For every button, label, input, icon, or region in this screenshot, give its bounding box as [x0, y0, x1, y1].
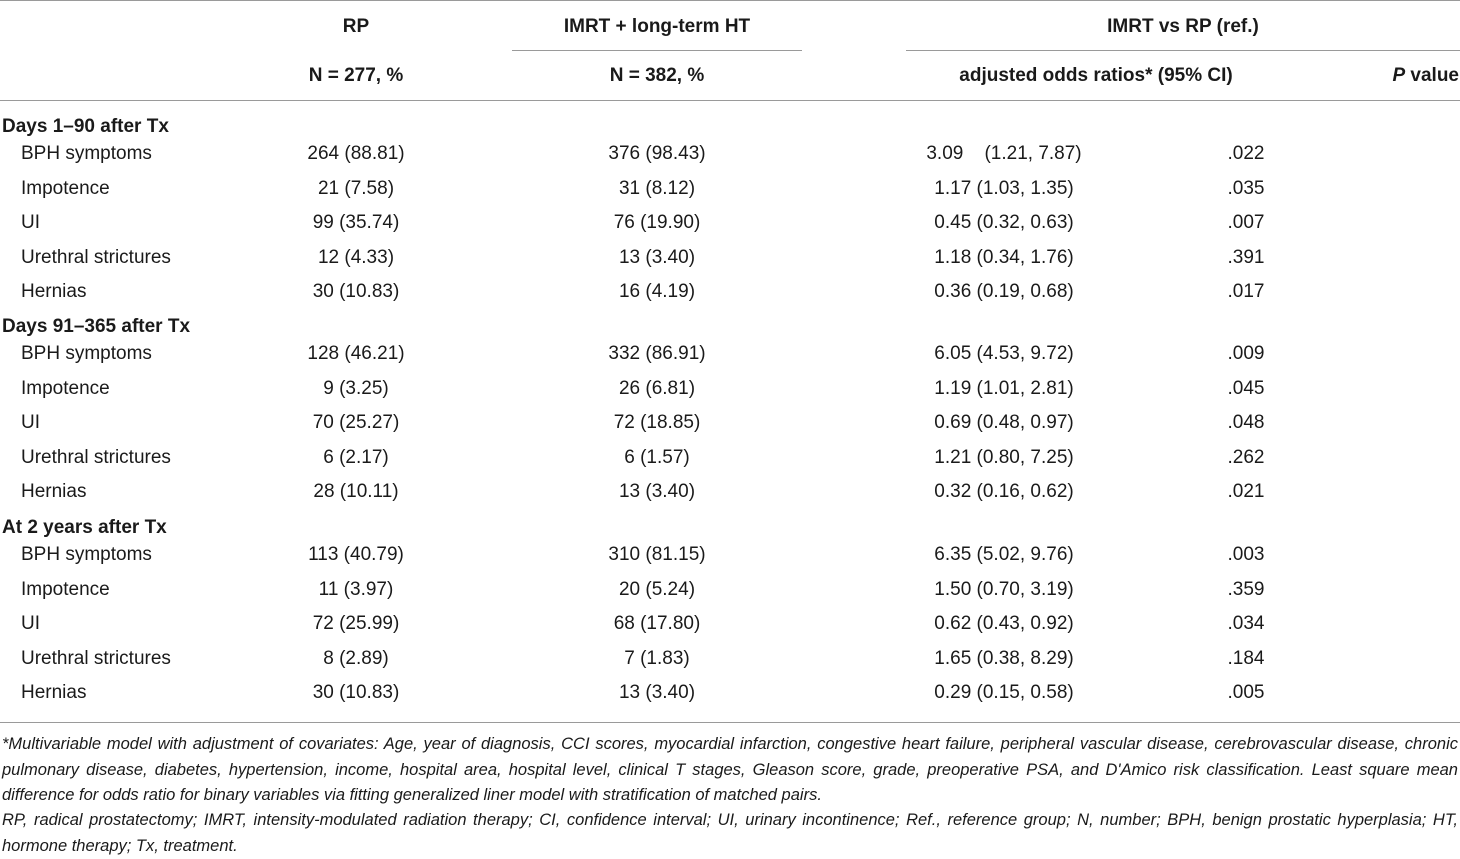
row-label: BPH symptoms [21, 544, 152, 565]
imrt-value: 332 (86.91) [608, 343, 706, 364]
odds-ratio-value: 0.69 (0.48, 0.97) [934, 412, 1074, 433]
footnote-abbreviations: RP, radical prostatectomy; IMRT, intensity-modulated radiation therapy; CI, confidence interval; UI, urinary incontinence; Ref., reference group; N, number; BPH, benign prostatic hyperplasia; HT, hormone therapy; Tx, treatment. [2, 811, 1458, 855]
p-value: .005 [1227, 682, 1265, 703]
row-label: UI [21, 212, 40, 233]
odds-ratio-value: 1.19 (1.01, 2.81) [934, 378, 1074, 399]
odds-ratio-value: 0.29 (0.15, 0.58) [934, 682, 1074, 703]
odds-ratio-value: 0.45 (0.32, 0.63) [934, 212, 1074, 233]
p-value: .048 [1227, 412, 1265, 433]
rp-value: 70 (25.27) [312, 412, 400, 433]
row-label: BPH symptoms [21, 343, 152, 364]
rp-value: 6 (2.17) [323, 447, 389, 468]
row-label: UI [21, 412, 40, 433]
header-imrt-n: N = 382, % [609, 65, 705, 86]
header-p-value [1392, 64, 1459, 88]
odds-ratio-value: 6.05 (4.53, 9.72) [934, 343, 1074, 364]
row-label: UI [21, 613, 40, 634]
section-title: Days 1–90 after Tx [2, 116, 169, 137]
rp-value: 9 (3.25) [323, 378, 389, 399]
row-label: Urethral strictures [21, 447, 171, 468]
p-value: .022 [1227, 143, 1265, 164]
imrt-value: 20 (5.24) [618, 579, 696, 600]
rp-value: 264 (88.81) [307, 143, 405, 164]
row-label: Hernias [21, 682, 87, 703]
rp-value: 99 (35.74) [312, 212, 400, 233]
odds-ratio-value: 6.35 (5.02, 9.76) [934, 544, 1074, 565]
rp-value: 72 (25.99) [312, 613, 400, 634]
p-value: .007 [1227, 212, 1265, 233]
imrt-value: 31 (8.12) [618, 178, 696, 199]
p-value: .009 [1227, 343, 1265, 364]
rp-value: 11 (3.97) [318, 579, 394, 600]
header-rp-n: N = 277, % [308, 65, 404, 86]
row-label: BPH symptoms [21, 143, 152, 164]
comparison-subheader-rule [906, 50, 1460, 51]
p-value: .184 [1227, 648, 1265, 669]
header-rp: RP [342, 16, 370, 37]
p-value: .035 [1227, 178, 1265, 199]
rp-value: 28 (10.11) [313, 481, 399, 502]
row-label: Impotence [21, 579, 110, 600]
rp-value: 30 (10.83) [312, 281, 400, 302]
p-value: .021 [1227, 481, 1265, 502]
header-p-italic: P [1392, 65, 1406, 86]
p-value: .034 [1227, 613, 1265, 634]
p-value: .017 [1227, 281, 1265, 302]
p-value: .262 [1227, 447, 1265, 468]
row-label: Impotence [21, 378, 110, 399]
section-title: Days 91–365 after Tx [2, 316, 191, 337]
rp-value: 128 (46.21) [307, 343, 405, 364]
imrt-value: 376 (98.43) [608, 143, 706, 164]
rp-value: 21 (7.58) [317, 178, 395, 199]
row-label: Hernias [21, 481, 87, 502]
imrt-value: 72 (18.85) [613, 412, 701, 433]
imrt-subheader-rule [512, 50, 802, 51]
odds-ratio-value: 1.50 (0.70, 3.19) [934, 579, 1074, 600]
imrt-value: 76 (19.90) [613, 212, 701, 233]
rp-value: 12 (4.33) [317, 247, 395, 268]
header-odds-ratio: adjusted odds ratios* (95% CI) [959, 65, 1233, 86]
imrt-value: 310 (81.15) [608, 544, 706, 565]
odds-ratio-value: 1.17 (1.03, 1.35) [934, 178, 1074, 199]
row-label: Impotence [21, 178, 110, 199]
imrt-value: 26 (6.81) [618, 378, 696, 399]
p-value: .359 [1227, 579, 1265, 600]
row-label: Urethral strictures [21, 648, 171, 669]
imrt-value: 13 (3.40) [618, 481, 696, 502]
rp-value: 30 (10.83) [312, 682, 400, 703]
imrt-value: 6 (1.57) [624, 447, 690, 468]
header-p-rest: value [1405, 65, 1459, 86]
imrt-value: 13 (3.40) [618, 247, 696, 268]
row-label: Hernias [21, 281, 87, 302]
odds-ratio-value: 0.36 (0.19, 0.68) [934, 281, 1074, 302]
imrt-value: 68 (17.80) [613, 613, 701, 634]
header-comparison: IMRT vs RP (ref.) [1107, 16, 1259, 37]
row-label: Urethral strictures [21, 247, 171, 268]
rp-value: 8 (2.89) [323, 648, 389, 669]
footnote-model: *Multivariable model with adjustment of covariates: Age, year of diagnosis, CCI scores, myocardial infarction, congestive heart failure, peripheral vascular disease, cerebrovascular disease, chronic pulmonary disease, diabetes, hypertension, income, hospital area, hospital level, clinical T stages, Gleason score, grade, preoperative PSA, and D'Amico risk classification. Least square mean difference for odds ratio for binary variables via fitting generalized liner model with stratification of matched pairs. [2, 735, 1458, 804]
odds-ratio-value: 1.21 (0.80, 7.25) [934, 447, 1074, 468]
odds-ratio-value: 0.32 (0.16, 0.62) [934, 481, 1074, 502]
top-rule [0, 0, 1460, 1]
section-title: At 2 years after Tx [2, 517, 167, 538]
imrt-value: 13 (3.40) [618, 682, 696, 703]
odds-ratio-value: 3.09 (1.21, 7.87) [926, 143, 1082, 164]
odds-ratio-value: 1.18 (0.34, 1.76) [934, 247, 1074, 268]
p-value: .391 [1227, 247, 1265, 268]
header-bottom-rule [0, 100, 1460, 101]
imrt-value: 7 (1.83) [624, 648, 690, 669]
p-value: .045 [1227, 378, 1265, 399]
imrt-value: 16 (4.19) [618, 281, 696, 302]
odds-ratio-value: 1.65 (0.38, 8.29) [934, 648, 1074, 669]
odds-ratio-value: 0.62 (0.43, 0.92) [934, 613, 1074, 634]
header-imrt: IMRT + long-term HT [563, 16, 751, 37]
table-bottom-rule [0, 722, 1460, 723]
p-value: .003 [1227, 544, 1265, 565]
rp-value: 113 (40.79) [308, 544, 404, 565]
